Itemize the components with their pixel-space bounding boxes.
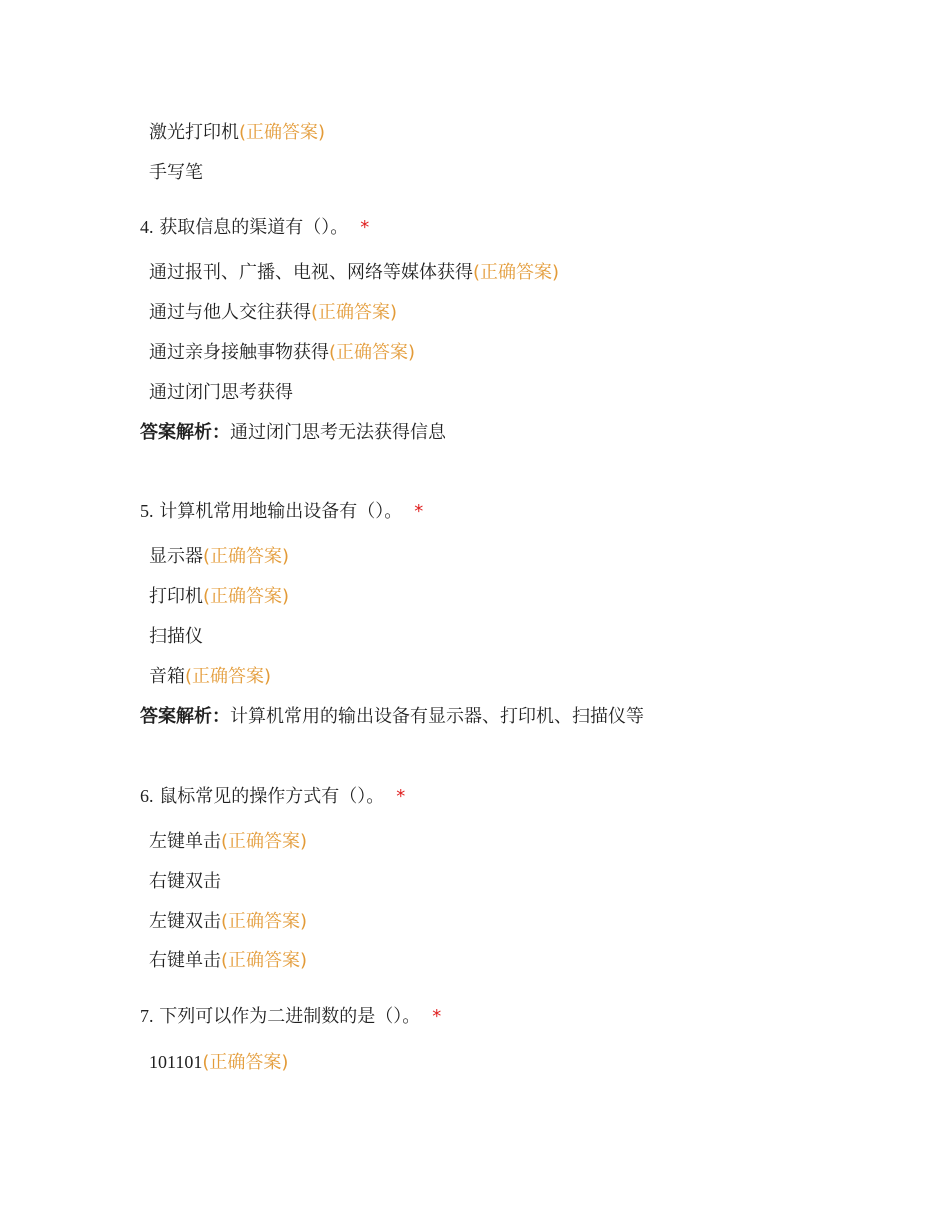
correct-answer-tag: (正确答案) bbox=[473, 262, 560, 283]
option-item[interactable] bbox=[149, 341, 415, 365]
option-item[interactable] bbox=[149, 301, 397, 325]
question-title bbox=[140, 499, 423, 524]
option-item[interactable] bbox=[149, 665, 271, 689]
option-item[interactable] bbox=[149, 1050, 288, 1075]
option-item[interactable] bbox=[149, 545, 289, 569]
option-item[interactable] bbox=[149, 830, 307, 854]
analysis-label: 答案解析： bbox=[140, 706, 230, 727]
option-text: 音箱 bbox=[149, 666, 185, 687]
question-number: 7. bbox=[140, 1006, 154, 1026]
correct-answer-tag: (正确答案) bbox=[221, 911, 308, 932]
question-text: 计算机常用地输出设备有（）。 bbox=[159, 501, 403, 522]
correct-answer-tag: (正确答案) bbox=[185, 666, 272, 687]
option-text: 通过报刊、广播、电视、网络等媒体获得 bbox=[149, 262, 473, 283]
option-text: 101101 bbox=[149, 1052, 203, 1072]
required-mark: * bbox=[396, 786, 406, 807]
answer-analysis bbox=[140, 705, 644, 729]
required-mark: * bbox=[414, 501, 424, 522]
correct-answer-tag: (正确答案) bbox=[239, 122, 326, 143]
correct-answer-tag: (正确答案) bbox=[329, 342, 416, 363]
correct-answer-tag: (正确答案) bbox=[221, 831, 308, 852]
question-number: 4. bbox=[140, 217, 154, 237]
option-item[interactable] bbox=[149, 870, 221, 894]
option-item[interactable] bbox=[149, 949, 307, 973]
option-text: 通过闭门思考获得 bbox=[149, 382, 293, 403]
analysis-text: 通过闭门思考无法获得信息 bbox=[230, 422, 446, 443]
option-item[interactable] bbox=[149, 625, 203, 649]
option-item[interactable] bbox=[149, 381, 293, 405]
option-text: 通过与他人交往获得 bbox=[149, 302, 311, 323]
question-text: 获取信息的渠道有（）。 bbox=[159, 217, 349, 238]
analysis-text: 计算机常用的输出设备有显示器、打印机、扫描仪等 bbox=[230, 706, 644, 727]
question-number: 5. bbox=[140, 501, 154, 521]
correct-answer-tag: (正确答案) bbox=[203, 546, 290, 567]
required-mark: * bbox=[360, 217, 370, 238]
question-number: 6. bbox=[140, 786, 154, 806]
correct-answer-tag: (正确答案) bbox=[202, 1052, 289, 1073]
option-text: 左键双击 bbox=[149, 911, 221, 932]
option-item[interactable] bbox=[149, 910, 307, 934]
question-text: 鼠标常见的操作方式有（）。 bbox=[159, 786, 385, 807]
option-item[interactable] bbox=[149, 585, 289, 609]
answer-analysis bbox=[140, 421, 446, 445]
question-title bbox=[140, 215, 369, 240]
option-text: 显示器 bbox=[149, 546, 203, 567]
option-text: 扫描仪 bbox=[149, 626, 203, 647]
question-title bbox=[140, 1004, 441, 1029]
correct-answer-tag: (正确答案) bbox=[203, 586, 290, 607]
question-title bbox=[140, 784, 405, 809]
correct-answer-tag: (正确答案) bbox=[221, 950, 308, 971]
option-item[interactable] bbox=[149, 261, 559, 285]
correct-answer-tag: (正确答案) bbox=[311, 302, 398, 323]
option-text: 右键单击 bbox=[149, 950, 221, 971]
option-item[interactable] bbox=[149, 121, 325, 145]
option-text: 通过亲身接触事物获得 bbox=[149, 342, 329, 363]
option-text: 激光打印机 bbox=[149, 122, 239, 143]
required-mark: * bbox=[432, 1006, 442, 1027]
option-text: 打印机 bbox=[149, 586, 203, 607]
question-text: 下列可以作为二进制数的是（）。 bbox=[159, 1006, 421, 1027]
option-item[interactable] bbox=[149, 161, 203, 185]
option-text: 右键双击 bbox=[149, 871, 221, 892]
option-text: 左键单击 bbox=[149, 831, 221, 852]
option-text: 手写笔 bbox=[149, 162, 203, 183]
analysis-label: 答案解析： bbox=[140, 422, 230, 443]
